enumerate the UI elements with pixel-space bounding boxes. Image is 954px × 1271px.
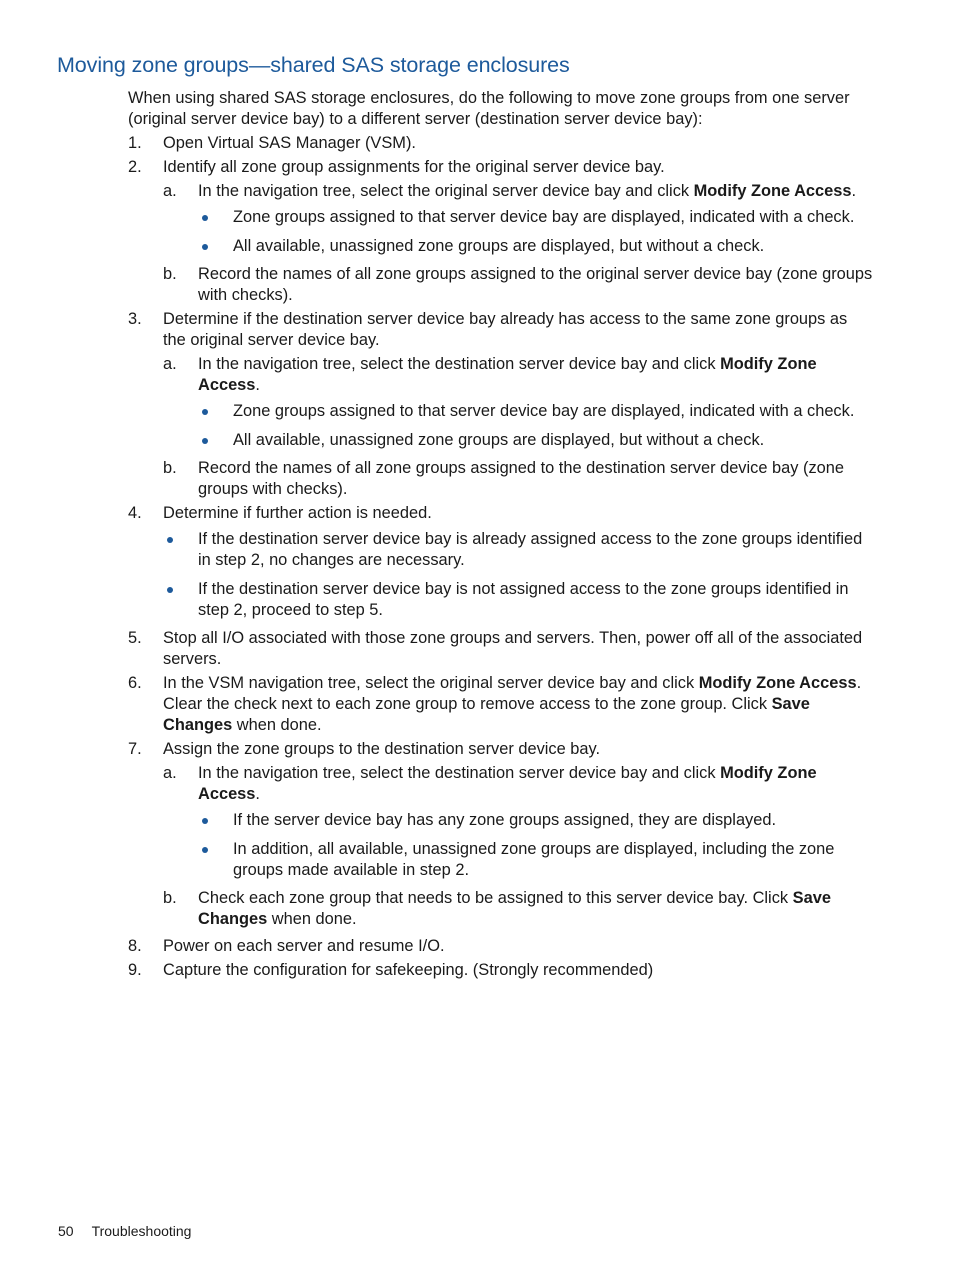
bullet-icon [202, 215, 208, 221]
ui-term: Modify Zone Access [693, 182, 852, 200]
bullet-list [198, 810, 873, 881]
bullet-list [198, 207, 873, 257]
substep-text: Check each zone group that needs to be assigned to this server device bay. Click Save Changes when done. [198, 889, 831, 928]
step-3b [163, 458, 873, 500]
step-9 [128, 960, 873, 981]
page-footer [58, 1223, 191, 1239]
substep-letter: a. [163, 182, 177, 200]
substep-letter: b. [163, 889, 177, 907]
step-6 [128, 673, 873, 736]
ui-term: Modify Zone Access [698, 674, 857, 692]
bullet-icon [202, 847, 208, 853]
substep-text: Record the names of all zone groups assigned to the destination server device bay (zone groups with checks). [198, 459, 844, 498]
ui-term: Modify Zone Access [198, 764, 817, 803]
step-5 [128, 628, 873, 670]
list-item: In addition, all available, unassigned zone groups are displayed, including the zone groups made available in step 2. [198, 839, 873, 881]
list-item: If the server device bay has any zone groups assigned, they are displayed. [198, 810, 873, 831]
step-1 [128, 133, 873, 154]
substep-letter: b. [163, 459, 177, 477]
step-text: Assign the zone groups to the destination server device bay. [163, 740, 601, 758]
step-2a [163, 181, 873, 202]
bullet-list [198, 401, 873, 451]
substep-letter: b. [163, 265, 177, 283]
bullet-icon [202, 818, 208, 824]
step-number: 5. [128, 629, 142, 647]
step-text: Stop all I/O associated with those zone groups and servers. Then, power off all of the associated servers. [163, 629, 863, 668]
substep-text: In the navigation tree, select the destination server device bay and click Modify Zone Access. [198, 764, 817, 803]
bullet-icon [202, 438, 208, 444]
step-number: 2. [128, 158, 142, 176]
list-item: If the destination server device bay is not assigned access to the zone groups identified in step 2, proceed to step 5. [163, 579, 873, 621]
step-number: 6. [128, 674, 142, 692]
substep-text: In the navigation tree, select the destination server device bay and click Modify Zone Access. [198, 355, 817, 394]
step-8 [128, 936, 873, 957]
step-text: Capture the configuration for safekeeping. (Strongly recommended) [163, 961, 654, 979]
footer-section-title: Troubleshooting [91, 1223, 192, 1239]
step-number: 3. [128, 310, 142, 328]
bullet-icon [202, 409, 208, 415]
step-7b [163, 888, 873, 930]
ui-term: Modify Zone Access [198, 355, 817, 394]
substep-letter: a. [163, 764, 177, 782]
step-number: 7. [128, 740, 142, 758]
list-item: All available, unassigned zone groups are displayed, but without a check. [198, 236, 873, 257]
step-text: Identify all zone group assignments for the original server device bay. [163, 158, 665, 176]
substep-letter: a. [163, 355, 177, 373]
substep-text: In the navigation tree, select the original server device bay and click Modify Zone Access. [198, 182, 857, 200]
list-item: All available, unassigned zone groups are displayed, but without a check. [198, 430, 873, 451]
step-7 [128, 739, 873, 760]
list-item: Zone groups assigned to that server device bay are displayed, indicated with a check. [198, 401, 873, 422]
step-text: Power on each server and resume I/O. [163, 937, 445, 955]
page-number: 50 [58, 1223, 74, 1239]
step-2 [128, 157, 873, 178]
step-2b [163, 264, 873, 306]
step-3a [163, 354, 873, 396]
step-number: 4. [128, 504, 142, 522]
step-3 [128, 309, 873, 351]
ui-term: Save Changes [163, 695, 810, 734]
list-item: If the destination server device bay is already assigned access to the zone groups identified in step 2, no changes are necessary. [163, 529, 873, 571]
step-number: 8. [128, 937, 142, 955]
step-number: 9. [128, 961, 142, 979]
step-text: Open Virtual SAS Manager (VSM). [163, 134, 416, 152]
step-text: In the VSM navigation tree, select the original server device bay and click Modify Zone Access. Clear the check next to each zone group to remove access to the zone group. Click Save Changes when done. [163, 674, 862, 734]
bullet-icon [167, 587, 173, 593]
step-text: Determine if further action is needed. [163, 504, 432, 522]
step-text: Determine if the destination server device bay already has access to the same zone groups as the original server device bay. [163, 310, 848, 349]
bullet-icon [202, 244, 208, 250]
substep-text: Record the names of all zone groups assigned to the original server device bay (zone groups with checks). [198, 265, 873, 304]
step-number: 1. [128, 134, 142, 152]
bullet-icon [167, 537, 173, 543]
procedure-body [128, 88, 873, 984]
intro-paragraph: When using shared SAS storage enclosures, do the following to move zone groups from one server (original server device bay) to a different server (destination server device bay): [128, 89, 850, 128]
section-heading: Moving zone groups—shared SAS storage enclosures [57, 53, 570, 77]
bullet-list [163, 529, 873, 621]
list-item: Zone groups assigned to that server device bay are displayed, indicated with a check. [198, 207, 873, 228]
ui-term: Save Changes [198, 889, 831, 928]
step-7a [163, 763, 873, 805]
step-4 [128, 503, 873, 524]
